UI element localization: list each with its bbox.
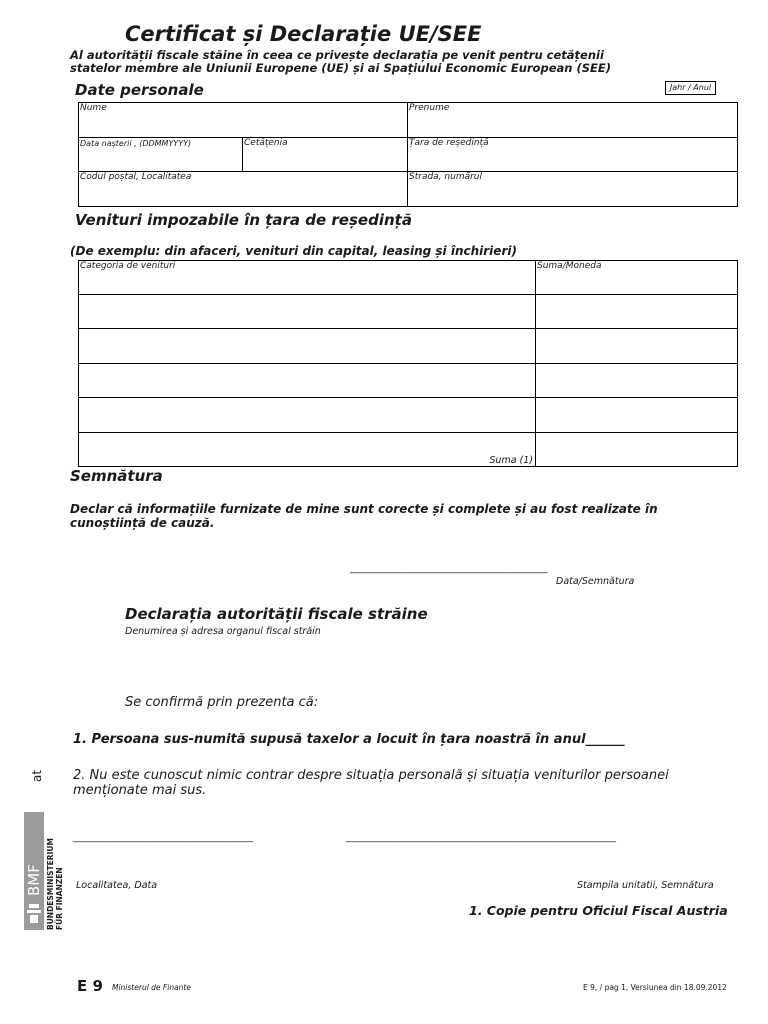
bmf-logo-line-2: FÜR FINANZEN: [55, 867, 64, 930]
signature-caption: Data/Semnătura: [556, 576, 635, 587]
income-amount-cell[interactable]: [536, 261, 738, 295]
declaration-line-1: Declar că informațiile furnizate de mine sunt corecte și complete și au fost realizate în: [70, 502, 658, 516]
personal-data-heading: Date personale: [75, 81, 204, 99]
place-date-caption: Localitatea, Data: [76, 880, 158, 891]
form-code: E 9: [77, 977, 103, 995]
income-row-category[interactable]: [79, 398, 536, 433]
income-row-amount[interactable]: [536, 295, 738, 329]
subtitle-line-2: statelor membre ale Uniunii Europene (UE) și ai Spațiului Economic European (SEE): [70, 61, 611, 75]
income-row-category[interactable]: [79, 329, 536, 364]
point-2-line-2: menționate mai sus.: [73, 783, 207, 798]
point-2-line-1: 2. Nu este cunoscut nimic contrar despre situația personală și situația veniturilor persoanei: [73, 768, 669, 783]
street-label: Strada, numărul: [409, 172, 483, 182]
bmf-logo-abbrev: BMF: [25, 864, 43, 896]
income-total-label-cell: [79, 433, 536, 467]
stamp-signature-line[interactable]: ______________________________________________________: [346, 832, 616, 843]
income-example: (De exemplu: din afaceri, venituri din capital, leasing și închirieri): [70, 244, 517, 258]
declaration-line-2: cunoștiință de cauză.: [70, 516, 215, 530]
stamp-signature-caption: Stampila unitatii, Semnătura: [577, 880, 714, 891]
side-at-text: at: [30, 769, 44, 782]
bmf-logo-icon: [24, 812, 44, 930]
signature-heading: Semnătura: [70, 467, 163, 485]
income-category-header: Categoria de venituri: [80, 261, 176, 271]
version-info: E 9, / pag 1, Versiunea din 18.09.2012: [583, 983, 727, 992]
postal-city-label: Codul poștal, Localitatea: [80, 172, 192, 182]
income-row-category[interactable]: [79, 295, 536, 329]
prenume-label: Prenume: [409, 103, 450, 113]
income-table: [78, 260, 738, 467]
income-row-amount[interactable]: [536, 364, 738, 398]
signature-line[interactable]: ______________________________________: [350, 563, 548, 574]
country-label: Țara de reședință: [409, 138, 489, 148]
income-heading: Venituri impozabile în țara de reședință: [75, 211, 412, 229]
place-date-line[interactable]: ____________________________________: [73, 832, 253, 843]
income-amount-header: Suma/Moneda: [537, 261, 602, 271]
eagle-icon: [27, 904, 41, 923]
birthdate-field[interactable]: [79, 138, 243, 172]
form-title: Certificat și Declarație UE/SEE: [125, 22, 482, 46]
authority-heading: Declarația autorității fiscale străine: [125, 605, 428, 623]
point-1: 1. Persoana sus-numită supusă taxelor a locuit în țara noastră în anul______: [73, 732, 625, 747]
postal-city-field[interactable]: [79, 172, 408, 207]
year-field[interactable]: Jahr / Anul: [665, 81, 716, 95]
confirm-text: Se confirmă prin prezenta că:: [125, 695, 319, 710]
ministry-name: Ministerul de Finante: [112, 983, 191, 992]
declaration-text: [70, 502, 730, 530]
income-total-amount[interactable]: [536, 433, 738, 467]
citizenship-field[interactable]: [243, 138, 408, 172]
bmf-logo-line-1: BUNDESMINISTERIUM: [46, 838, 55, 930]
income-total-label: Suma (1): [489, 455, 533, 466]
bmf-logo-band: [24, 812, 44, 930]
citizenship-label: Cetățenia: [244, 138, 288, 148]
income-category-cell[interactable]: [79, 261, 536, 295]
nume-field[interactable]: [79, 103, 408, 138]
income-row-amount[interactable]: [536, 329, 738, 364]
form-subtitle: [70, 49, 710, 75]
point-2: [73, 768, 733, 798]
copy-note: 1. Copie pentru Oficiul Fiscal Austria: [469, 903, 728, 918]
prenume-field[interactable]: [408, 103, 738, 138]
country-field[interactable]: [408, 138, 738, 172]
nume-label: Nume: [80, 103, 107, 113]
income-row-category[interactable]: [79, 364, 536, 398]
subtitle-line-1: Al autorității fiscale stăine în ceea ce privește declarația pe venit pentru cetățenii: [70, 48, 604, 62]
bmf-logo-text: [46, 818, 66, 930]
authority-subheading: Denumirea și adresa organul fiscal străin: [125, 626, 321, 637]
income-row-amount[interactable]: [536, 398, 738, 433]
street-field[interactable]: [408, 172, 738, 207]
personal-data-table: [78, 102, 738, 207]
birthdate-label: Data nașterii , (DDMMYYYY): [80, 139, 192, 148]
